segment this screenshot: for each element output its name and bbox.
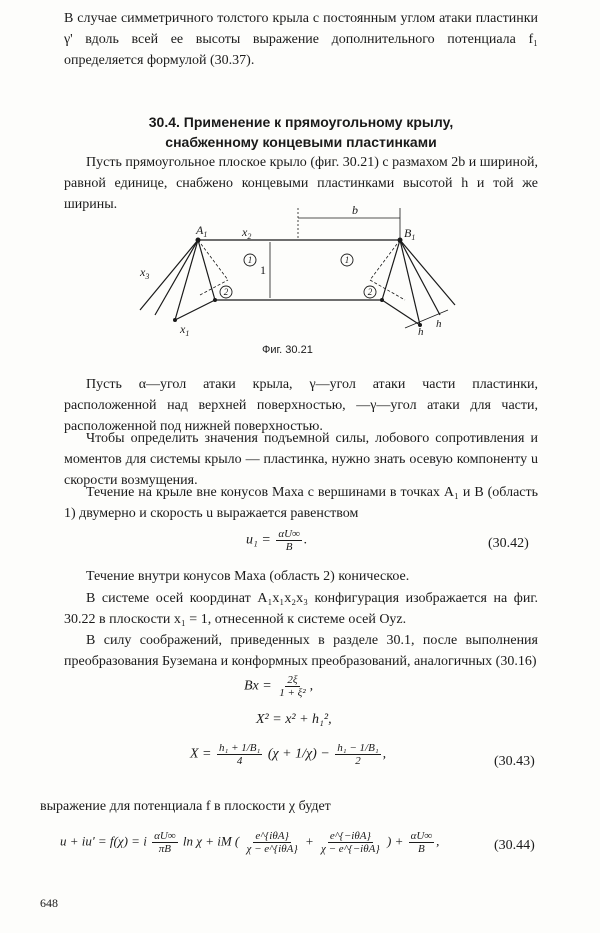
label-x2: $x_2$ <box>242 225 252 241</box>
point-A1-trailing <box>213 298 217 302</box>
equation-number-30-43: (30.43) <box>494 754 535 769</box>
point-B1-trailing <box>380 298 384 302</box>
eq44-fraction-3: $\frac{\text{e\textasciicircum{}\{−iθA\}}}{\text{χ − e\textasciicircum{}\{−iθA\}}}$ <box>321 830 380 855</box>
paragraph-8: выражение для потенциала f в плоскости χ будет <box>40 799 331 814</box>
paragraph-7: В силу соображений, приведенных в разделе 30.1, после выполнения преобразования Буземана и конформных преобразований, аналогичных (30.16) <box>64 633 538 669</box>
page-number: 648 <box>40 896 58 910</box>
eq-bx-fraction: $\frac{2\xi}{\text{1 + ξ²}}$ <box>279 674 306 699</box>
eq44-fraction-4: $\frac{\alpha U\infty}{B}$ <box>410 830 433 855</box>
section-title-line2: снабженному концевыми пластинками <box>165 134 437 150</box>
eq44-fraction-1: $\frac{\alpha U\infty}{\pi B}$ <box>154 830 176 855</box>
eq43-mid: (χ + 1/χ) − <box>267 746 330 762</box>
right-plate-bottom <box>382 300 420 325</box>
section-title-line1: Применение к прямоугольному крылу, <box>183 114 454 130</box>
eq43-fraction-2: $\frac{\text{h₁ − 1/B₁}}{2}$ <box>337 742 379 767</box>
left-mach-dashed <box>198 240 228 280</box>
label-h-right: h <box>436 318 442 330</box>
figure-caption: Фиг. 30.21 <box>262 344 313 356</box>
paragraph-5: Течение внутри конусов Маха (область 2) коническое. <box>86 569 410 584</box>
label-x1: $x_1$ <box>180 322 190 338</box>
label-region-2-left: 2 <box>223 287 229 297</box>
paragraph-4: Течение на крыле вне конусов Маха с вершинами в точках A₁ и B (область 1) двумерно и скорость u выражается равенством <box>64 485 538 521</box>
eq43-lhs: X = <box>190 746 212 762</box>
label-A1: $A_1$ <box>196 223 208 239</box>
section-number: 30.4. <box>148 114 180 130</box>
left-plate-line <box>175 240 198 320</box>
right-plate-line <box>400 240 420 325</box>
paragraph-2: Пусть α—угол атаки крыла, γ—угол атаки части пластинки, расположенной над верхней поверхностью, —γ—угол атаки для части, расположенной под нижней поверхностью. <box>64 377 538 434</box>
right-wing-edge <box>382 240 400 300</box>
eq42-fraction: $\frac{\alpha U\infty}{B}$ <box>278 528 300 553</box>
point-x1 <box>173 318 177 322</box>
right-mach-dashed <box>370 240 400 280</box>
eq44-fraction-2: $\frac{\text{e\textasciicircum{}\{iθA\}}}{\text{χ − e\textasciicircum{}\{iθA\}}}$ <box>246 830 298 855</box>
point-A1 <box>196 238 201 243</box>
equation-30-44: u + iu' = f(χ) = i $\frac{\alpha U\infty}{\pi B}$ ln χ + iM ( $\frac{\text{e\textasciicircum{}\{iθA\}}}{\text{χ − e\textasciicircum{}\{iθA\}}}$ + $\frac{\text{e\textasciicircum{}\{−iθA\}}}{\text{χ − e\textasciicircum{}\{−iθA\}}}$ ) + $\frac{\alpha U\infty}{B}$ , <box>60 830 440 855</box>
equation-30-43: X = $\frac{\text{h₁ + 1/B₁}}{4}$ (χ + 1/χ) − $\frac{\text{h₁ − 1/B₁}}{2}$ , <box>190 742 387 767</box>
section-heading <box>64 112 538 152</box>
label-region-1-right: 1 <box>344 255 350 265</box>
equation-number-30-42: (30.42) <box>488 536 529 551</box>
paragraph-1: Пусть прямоугольное плоское крыло (фиг. 30.21) с размахом 2b и шириной, равной единице, снабжено концевыми пластинками высотой h и той же ширины. <box>64 155 538 212</box>
label-region-2-right: 2 <box>367 287 373 297</box>
left-wing-edge <box>198 240 215 300</box>
eq42-lhs: u₁ = <box>246 532 271 548</box>
label-region-1-left: 1 <box>247 255 253 265</box>
right-mach-line-inner <box>400 240 440 315</box>
eq43-fraction-1: $\frac{\text{h₁ + 1/B₁}}{4}$ <box>219 742 261 767</box>
paragraph-6: В системе осей координат A₁x₁x₂x₃ конфигурация изображается на фиг. 30.22 в плоскости x₁ = 1, отнесенной к системе осей Oyz. <box>64 591 538 627</box>
equation-30-42: u₁ = $\frac{\alpha U\infty}{B}$ . <box>246 528 308 553</box>
equation-bx: Bx = $\frac{2\xi}{\text{1 + ξ²}}$ , <box>244 674 314 699</box>
paragraph-3: Чтобы определить значения подъемной силы, лобового сопротивления и моментов для системы крыло — пластинка, нужно знать осевую компоненту u скорости возмущения. <box>64 431 538 488</box>
eq44-plus: + <box>305 833 314 849</box>
eq44-lhs: u + iu' = f(χ) = i <box>60 833 147 849</box>
left-mach-line-x3 <box>155 240 198 315</box>
eq-bx-lhs: Bx = <box>244 678 272 694</box>
intro-paragraph: В случае симметричного толстого крыла с постоянным углом атаки пластинки γ' вдоль всей ее высоты выражение дополнительного потенциала f₁ определяется формулой (30.37). <box>64 11 538 68</box>
left-plate-bottom <box>175 300 215 320</box>
label-x3: $x_3$ <box>140 265 150 281</box>
eq44-part2: ln χ + iM ( <box>182 833 240 849</box>
figure-30-21 <box>120 200 470 340</box>
point-B1 <box>398 238 403 243</box>
label-h-left: h <box>418 326 424 338</box>
equation-x-squared: X² = x² + h₁², <box>256 712 332 727</box>
eq44-part3: ) + <box>386 833 404 849</box>
equation-number-30-44: (30.44) <box>494 838 535 853</box>
label-B1: $B_1$ <box>404 226 416 242</box>
label-b: b <box>352 203 358 217</box>
label-width-1: 1 <box>260 263 266 277</box>
